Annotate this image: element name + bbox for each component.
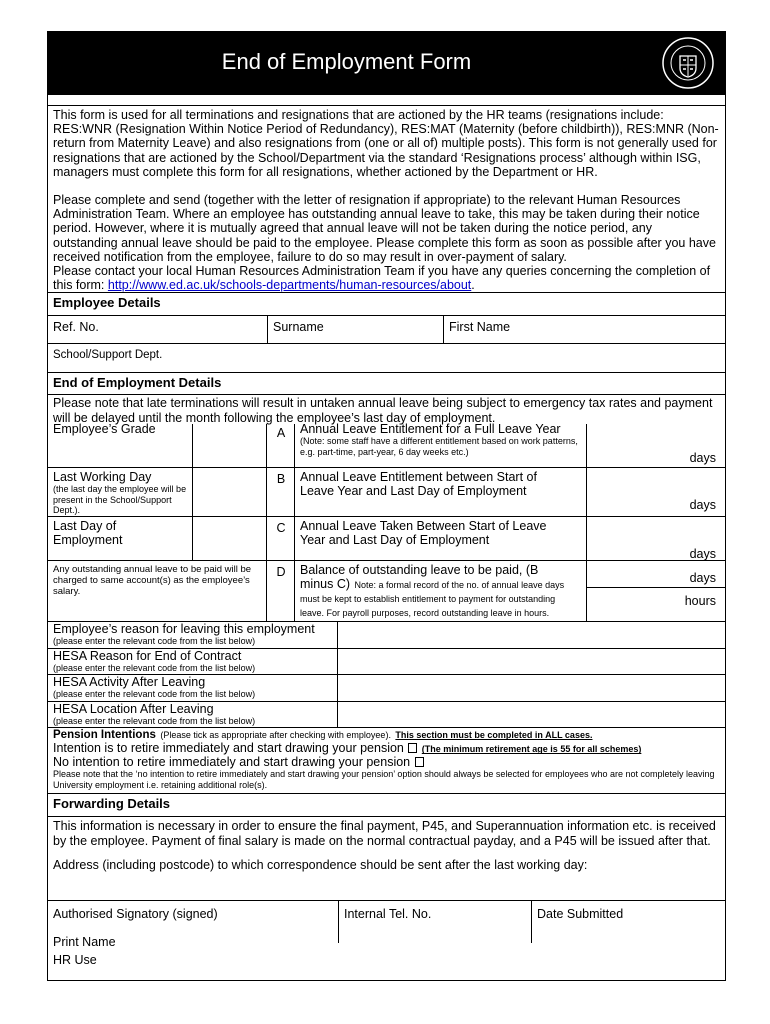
pension-heading-note: (Please tick as appropriate after checking with employee). bbox=[160, 730, 391, 741]
end-of-employment-form bbox=[47, 31, 726, 981]
pension-must-complete: This section must be completed in ALL cases. bbox=[395, 730, 593, 741]
hesa-activity-code-input[interactable] bbox=[337, 675, 725, 701]
grade-label: Employee’s Grade bbox=[53, 422, 156, 437]
retire-checkbox[interactable] bbox=[408, 743, 417, 753]
intro-paragraph-1: This form is used for all terminations and resignations that are actioned by the HR teams (resignations include: RES:WNR (Resignation Within Notice Period of Redundancy), RES:MAT (Maternity (before childbirth)), RES:MNR (Non-return from Maternity Leave) and also resignations from (one or all of) multiple posts). This form is not generally used for resignations that are actioned by the School/Department via the standard ‘Resignations process’ although within ISG, managers must complete this form for all resignations, whether actioned by the Department or HR. bbox=[53, 108, 719, 179]
hesa-reason-code-input[interactable] bbox=[337, 649, 725, 674]
pension-option-no-retire: No intention to retire immediately and start drawing your pension bbox=[53, 755, 411, 770]
c-title: Annual Leave Taken Between Start of Leave Year and Last Day of Employment bbox=[300, 519, 547, 548]
university-crest-icon bbox=[661, 36, 715, 90]
form-header bbox=[48, 32, 725, 94]
a-description bbox=[294, 424, 587, 467]
pension-heading: Pension Intentions bbox=[53, 729, 156, 742]
signatory-label: Authorised Signatory (signed) bbox=[53, 907, 218, 922]
b-days-unit: days bbox=[689, 498, 716, 513]
signoff-row bbox=[48, 900, 725, 950]
hesa-location-row bbox=[48, 701, 725, 727]
forwarding-heading: Forwarding Details bbox=[53, 796, 171, 812]
link-period: . bbox=[471, 278, 475, 293]
a-days-input[interactable] bbox=[586, 424, 725, 467]
last-working-day-note: (the last day the employee will be present in the School/Support Dept.). bbox=[53, 484, 187, 516]
reason-hint: (please enter the relevant code from the list below) bbox=[53, 636, 256, 647]
b-days-input[interactable] bbox=[586, 468, 725, 516]
c-description bbox=[294, 517, 587, 560]
row-d bbox=[48, 560, 725, 621]
no-retire-checkbox[interactable] bbox=[415, 757, 424, 767]
reason-for-leaving-row bbox=[48, 621, 725, 648]
end-details-heading: End of Employment Details bbox=[53, 375, 222, 391]
hr-about-link[interactable]: http://www.ed.ac.uk/schools-departments/human-resources/about bbox=[107, 278, 472, 293]
letter-a-text: A bbox=[276, 426, 286, 441]
employee-details-heading: Employee Details bbox=[53, 295, 161, 311]
first-name-label: First Name bbox=[449, 320, 511, 335]
letter-b bbox=[266, 468, 295, 516]
last-day-label: Last Day of Employment bbox=[53, 519, 123, 548]
letter-d bbox=[266, 561, 295, 621]
b-description bbox=[294, 468, 587, 516]
row-a bbox=[48, 424, 725, 467]
a-days-unit: days bbox=[689, 451, 716, 466]
last-working-day-label: Last Working Day bbox=[53, 470, 152, 485]
hesa-location-code-input[interactable] bbox=[337, 702, 725, 727]
address-label: Address (including postcode) to which correspondence should be sent after the last working day: bbox=[53, 858, 588, 873]
hesa-activity-hint: (please enter the relevant code from the list below) bbox=[53, 689, 256, 700]
last-working-day-input[interactable] bbox=[192, 468, 267, 516]
reason-label: Employee’s reason for leaving this employment bbox=[53, 622, 315, 637]
pension-section bbox=[48, 727, 725, 793]
minimum-age-note: (The minimum retirement age is 55 for all schemes) bbox=[421, 744, 642, 755]
forwarding-heading-row bbox=[48, 793, 725, 816]
hesa-reason-row bbox=[48, 648, 725, 674]
hesa-location-hint: (please enter the relevant code from the list below) bbox=[53, 716, 256, 727]
ref-no-label: Ref. No. bbox=[53, 320, 99, 335]
d-title: Balance of outstanding leave to be paid, (B minus C) bbox=[300, 563, 539, 592]
hesa-activity-row bbox=[48, 674, 725, 701]
letter-d-text: D bbox=[276, 565, 286, 580]
date-label: Date Submitted bbox=[537, 907, 624, 922]
d-hours-unit: hours bbox=[684, 594, 716, 609]
forwarding-info-row bbox=[48, 816, 725, 861]
hesa-activity-cell bbox=[53, 675, 255, 701]
school-label: School/Support Dept. bbox=[53, 349, 163, 362]
form-title: End of Employment Form bbox=[221, 49, 472, 74]
tel-label: Internal Tel. No. bbox=[344, 907, 432, 922]
late-terminations-note: Please note that late terminations will result in untaken annual leave being subject to emergency tax rates and payment will be delayed until the month following the employee’s last day of employment. bbox=[53, 396, 713, 425]
employee-names-row bbox=[48, 315, 725, 343]
intro-paragraph-2: Please complete and send (together with the letter of resignation if appropriate) to the relevant Human Resources Administration Team. Where an employee has outstanding annual leave to take, this may be taken during their notice period. However, where it is mutually agreed that annual leave will not be taken during the notice period, any outstanding annual leave should be paid to the employee. Please complete this form as soon as possible after you have received notification from the employee, failure to do so may result in over-payment of salary. bbox=[53, 193, 716, 264]
d-note: Note: a formal record of the no. of annual leave days must be kept to establish entitlement to payment for outstanding leave. For payroll purposes, record outstanding leave in hours. bbox=[300, 580, 565, 618]
d-values bbox=[586, 561, 725, 621]
last-day-input[interactable] bbox=[192, 517, 267, 560]
print-name-label: Print Name bbox=[53, 935, 116, 950]
letter-c-text: C bbox=[276, 521, 286, 536]
hr-use-row bbox=[48, 950, 725, 980]
school-row[interactable] bbox=[48, 343, 725, 372]
pension-note: Please note that the ‘no intention to retire immediately and start drawing your pension’ option should always be selected for employees who are not completely leaving University employment i.e. retaining additional role(s). bbox=[53, 769, 715, 790]
date-cell[interactable] bbox=[531, 901, 725, 943]
spacer-row bbox=[48, 94, 725, 105]
contact-text: Please contact your local Human Resources Administration Team if you have any queries concerning the completion of this form: bbox=[53, 264, 711, 293]
outstanding-note: Any outstanding annual leave to be paid will be charged to same account(s) as the employee’s salary. bbox=[53, 564, 252, 598]
reason-label-cell bbox=[53, 622, 315, 648]
reason-code-input[interactable] bbox=[337, 622, 725, 648]
hr-use-label: HR Use bbox=[53, 953, 97, 968]
hesa-location-label: HESA Location After Leaving bbox=[53, 702, 214, 717]
d-days-input[interactable] bbox=[587, 561, 725, 588]
letter-a bbox=[266, 424, 295, 467]
intro-paragraph-3 bbox=[48, 264, 725, 292]
hesa-location-cell bbox=[53, 702, 255, 727]
end-details-heading-row bbox=[48, 372, 725, 394]
late-terminations-note-row bbox=[48, 394, 725, 424]
hesa-reason-cell bbox=[53, 649, 255, 674]
letter-b-text: B bbox=[276, 472, 286, 487]
pension-option-retire: Intention is to retire immediately and start drawing your pension bbox=[53, 741, 404, 756]
row-b bbox=[48, 467, 725, 516]
c-days-unit: days bbox=[689, 547, 716, 562]
d-hours-input[interactable] bbox=[587, 588, 725, 621]
d-description bbox=[294, 561, 587, 621]
last-working-day-cell bbox=[53, 470, 188, 516]
hesa-reason-label: HESA Reason for End of Contract bbox=[53, 649, 242, 664]
letter-c bbox=[266, 517, 295, 560]
a-title: Annual Leave Entitlement for a Full Leave Year bbox=[300, 422, 561, 437]
first-name-cell[interactable] bbox=[443, 316, 725, 343]
b-title: Annual Leave Entitlement between Start of Leave Year and Last Day of Employment bbox=[300, 470, 537, 499]
employee-details-heading-row bbox=[48, 292, 725, 315]
hesa-reason-hint: (please enter the relevant code from the list below) bbox=[53, 663, 256, 674]
forwarding-info: This information is necessary in order to ensure the final payment, P45, and Superannuation information etc. is received by the employee. Payment of final salary is made on the normal contractual payday, and a P45 will be issued after that. bbox=[53, 819, 716, 848]
surname-label: Surname bbox=[273, 320, 324, 335]
row-c bbox=[48, 516, 725, 560]
c-days-input[interactable] bbox=[586, 517, 725, 560]
intro-section bbox=[48, 105, 725, 292]
grade-input[interactable] bbox=[192, 424, 267, 467]
a-note: (Note: some staff have a different entitlement based on work patterns, e.g. part-time, part-year, 6 day weeks etc.) bbox=[300, 436, 578, 457]
d-days-unit: days bbox=[689, 571, 716, 586]
hesa-activity-label: HESA Activity After Leaving bbox=[53, 675, 206, 690]
address-row[interactable] bbox=[48, 858, 725, 900]
